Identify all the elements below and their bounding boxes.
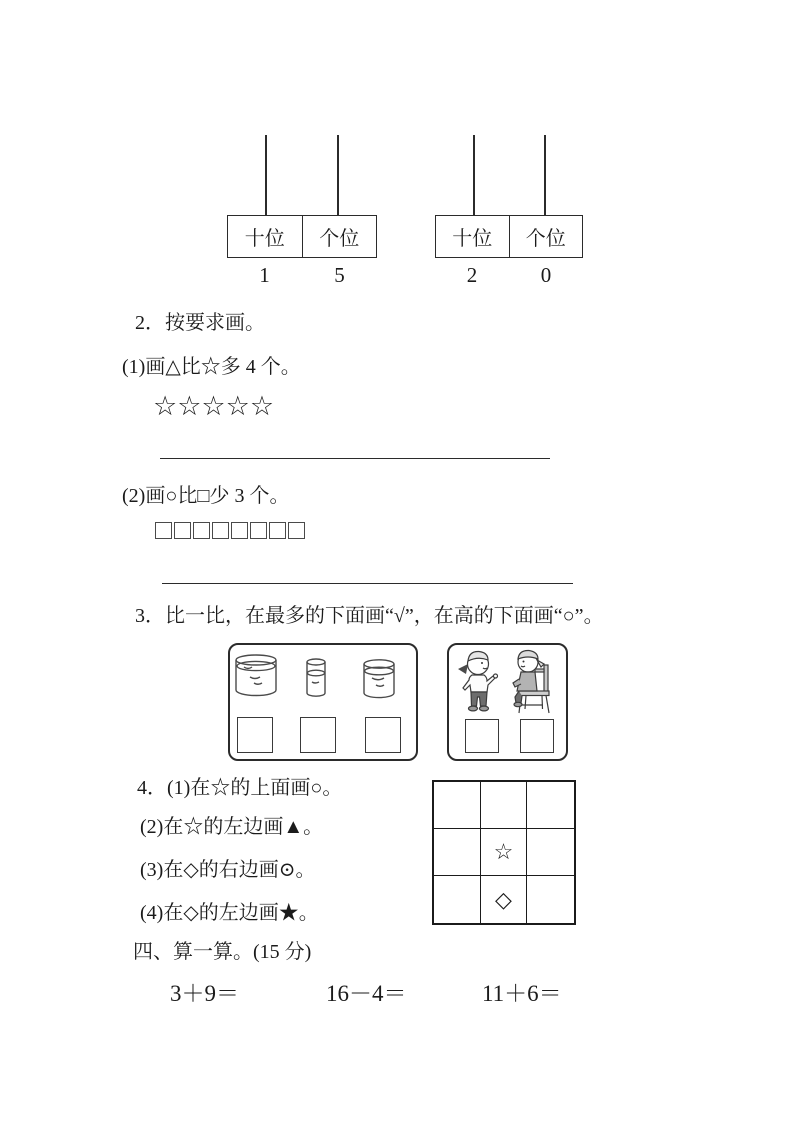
answer-box xyxy=(465,719,499,753)
answer-box xyxy=(237,717,273,753)
tens-place-header: 十位 xyxy=(244,228,285,250)
square-shape xyxy=(212,522,229,539)
place-value-table-2 xyxy=(435,215,583,258)
counting-stick xyxy=(544,135,546,215)
square-shape xyxy=(269,522,286,539)
equation-3: 11＋6＝ xyxy=(482,981,562,1006)
square-shape xyxy=(155,522,172,539)
place-value-digits-1 xyxy=(227,263,377,288)
answer-box xyxy=(365,717,401,753)
ones-digit: 5 xyxy=(334,263,345,287)
q2-part2-label: (2)画○比□少 3 个。 xyxy=(122,485,290,507)
square-row xyxy=(155,522,305,539)
ones-place-header: 个位 xyxy=(302,216,377,257)
answer-box xyxy=(300,717,336,753)
q4-line-4: (4)在◇的左边画★。 xyxy=(140,902,319,924)
ones-digit: 0 xyxy=(540,263,552,287)
q3-children-box xyxy=(447,643,568,761)
q4-line-1: 4．(1)在☆的上面画○。 xyxy=(137,777,343,799)
q4-line-3: (3)在◇的右边画⊙。 xyxy=(140,859,316,881)
grid-cell: ◇ xyxy=(481,876,528,923)
q5-title: 四、算一算。(15 分) xyxy=(133,941,312,963)
place-value-table-1 xyxy=(227,215,377,258)
answer-blank-line xyxy=(160,458,550,459)
grid-cell xyxy=(434,829,481,876)
counting-stick xyxy=(473,135,475,215)
grid-cell xyxy=(527,876,574,923)
tens-place-header: 十位 xyxy=(452,228,493,250)
position-grid xyxy=(432,780,576,925)
equation-2: 16－4＝ xyxy=(326,981,407,1006)
square-shape xyxy=(193,522,210,539)
square-shape xyxy=(250,522,267,539)
q2-part1-label: (1)画△比☆多 4 个。 xyxy=(122,356,301,378)
q4-line-2: (2)在☆的左边画▲。 xyxy=(140,816,324,838)
grid-cell xyxy=(434,876,481,923)
star-row: ☆☆☆☆☆ xyxy=(153,391,275,421)
tens-digit: 1 xyxy=(259,263,270,287)
answer-blank-line xyxy=(162,583,573,584)
answer-box xyxy=(520,719,554,753)
ones-place-header: 个位 xyxy=(509,216,583,257)
grid-cell xyxy=(527,829,574,876)
q2-title: 2．按要求画。 xyxy=(135,312,265,334)
q3-title: 3．比一比，在最多的下面画“√”，在高的下面画“○”。 xyxy=(135,605,604,627)
q3-jars-box xyxy=(228,643,418,761)
place-value-digits-2 xyxy=(435,263,583,288)
grid-cell: ☆ xyxy=(481,829,528,876)
square-shape xyxy=(174,522,191,539)
counting-stick xyxy=(337,135,339,215)
square-shape xyxy=(288,522,305,539)
water-jars-icon xyxy=(230,651,416,715)
grid-cell xyxy=(481,782,528,829)
equation-1: 3＋9＝ xyxy=(170,981,239,1006)
square-shape xyxy=(231,522,248,539)
children-icon xyxy=(449,647,566,717)
counting-stick xyxy=(265,135,267,215)
grid-cell xyxy=(527,782,574,829)
tens-digit: 2 xyxy=(466,263,478,287)
grid-cell xyxy=(434,782,481,829)
